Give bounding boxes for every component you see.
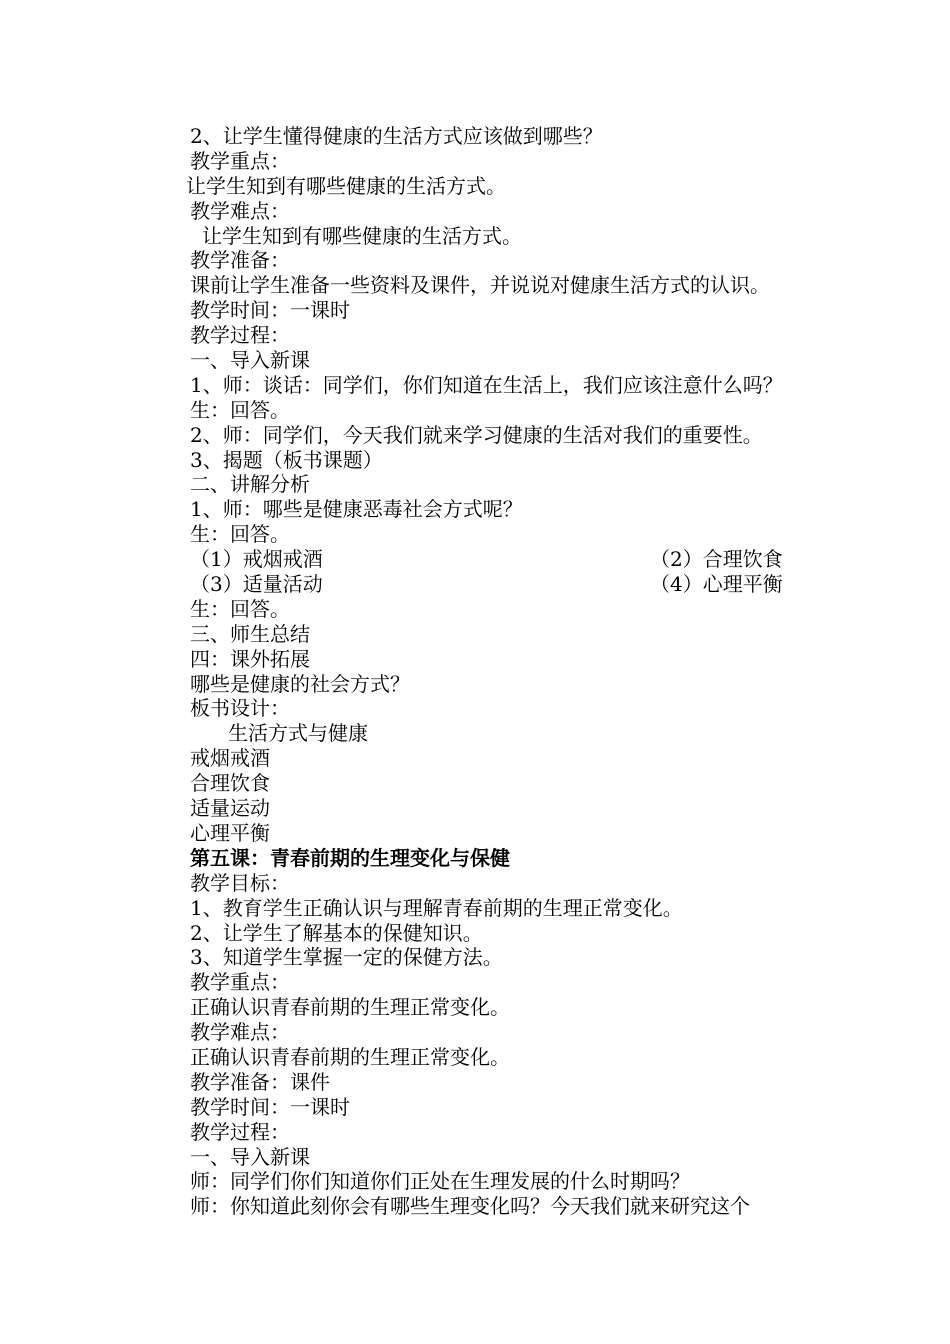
lesson-heading: 第五课：青春前期的生理变化与保健 [190, 845, 510, 870]
text-line: 哪些是健康的社会方式？ [190, 671, 410, 696]
text-line: 2、师：同学们，今天我们就来学习健康的生活对我们的重要性。 [190, 422, 763, 447]
text-line: 三、师生总结 [190, 621, 310, 646]
section-label: 教学重点： [190, 970, 290, 995]
text-line: 让学生知到有哪些健康的生活方式。 [186, 173, 506, 198]
text-line: 教学时间：一课时 [190, 298, 350, 323]
board-item: 戒烟戒酒 [190, 746, 270, 771]
text-line: 教学准备：课件 [190, 1069, 330, 1094]
text-line: 正确认识青春前期的生理正常变化。 [190, 1044, 510, 1069]
section-label: 教学准备： [190, 248, 290, 273]
section-label: 教学过程： [190, 323, 290, 348]
section-label: 教学难点： [190, 1020, 290, 1045]
list-item: （4）心理平衡 [650, 572, 783, 597]
section-label: 教学目标： [190, 870, 290, 895]
text-line: 一、导入新课 [190, 348, 310, 373]
list-item: （1）戒烟戒酒 [190, 547, 323, 572]
text-line: 1、师：谈话：同学们，你们知道在生活上，我们应该注意什么吗？ [190, 372, 783, 397]
board-item: 心理平衡 [190, 820, 270, 845]
text-line: 2、让学生懂得健康的生活方式应该做到哪些？ [190, 124, 603, 148]
list-item: （3）适量活动 [190, 572, 323, 597]
text-line: 1、教育学生正确认识与理解青春前期的生理正常变化。 [190, 895, 683, 920]
text-line: 2、让学生了解基本的保健知识。 [190, 920, 483, 945]
text-line: 生：回答。 [190, 522, 290, 547]
text-line: 3、揭题（板书课题） [190, 447, 383, 472]
text-line: 四：课外拓展 [190, 646, 310, 671]
text-line: 师：你知道此刻你会有哪些生理变化吗？今天我们就来研究这个 [190, 1194, 750, 1219]
text-line: 生：回答。 [190, 397, 290, 422]
board-item: 适量运动 [190, 796, 270, 821]
text-line: 课前让学生准备一些资料及课件，并说说对健康生活方式的认识。 [190, 273, 770, 298]
text-line: 师：同学们你们知道你们正处在生理发展的什么时期吗？ [190, 1169, 690, 1194]
section-label: 教学难点： [190, 198, 290, 223]
section-label: 教学过程： [190, 1119, 290, 1144]
text-line: 让学生知到有哪些健康的生活方式。 [202, 223, 522, 248]
text-line: 教学时间：一课时 [190, 1094, 350, 1119]
section-label: 教学重点： [190, 148, 290, 173]
two-column-row [190, 547, 870, 572]
board-item: 合理饮食 [190, 771, 270, 796]
section-label: 板书设计： [190, 696, 290, 721]
text-line: 一、导入新课 [190, 1144, 310, 1169]
list-item: （2）合理饮食 [650, 547, 783, 572]
text-line: 1、师：哪些是健康恶毒社会方式呢？ [190, 497, 523, 522]
text-line: 生：回答。 [190, 596, 290, 621]
text-line: 3、知道学生掌握一定的保健方法。 [190, 945, 503, 970]
text-line: 二、讲解分析 [190, 472, 310, 497]
text-line: 正确认识青春前期的生理正常变化。 [190, 995, 510, 1020]
document-body [186, 124, 870, 1219]
board-title: 生活方式与健康 [228, 721, 368, 746]
two-column-row [190, 572, 870, 597]
